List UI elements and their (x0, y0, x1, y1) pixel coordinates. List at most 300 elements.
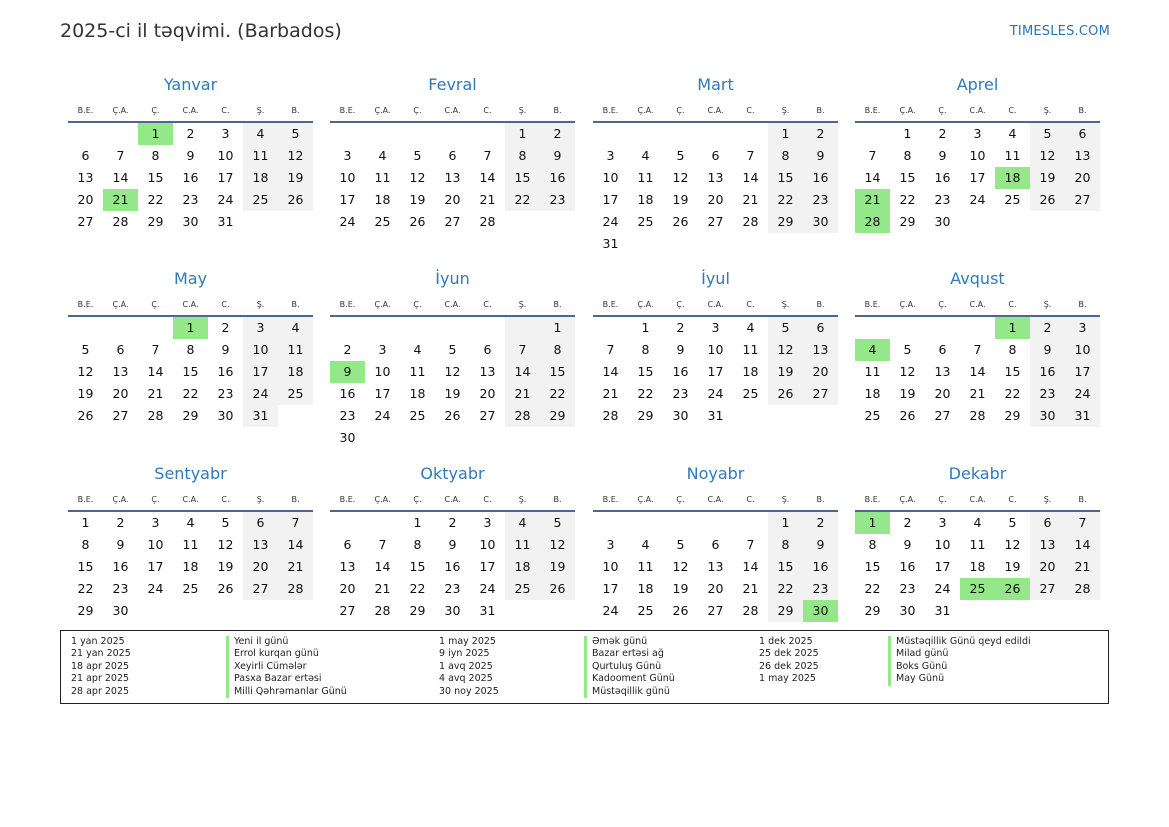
day-cell[interactable]: 21 (147, 386, 164, 401)
day-cell[interactable]: 23 (934, 192, 951, 207)
day-cell[interactable]: 14 (505, 361, 540, 383)
day-cell[interactable]: 4 (378, 148, 387, 163)
day-cell[interactable]: 10 (147, 537, 164, 552)
day-cell[interactable]: 17 (1065, 361, 1100, 383)
day-cell[interactable]: 28 (742, 214, 759, 229)
day-cell[interactable]: 16 (444, 559, 461, 574)
day-cell[interactable]: 25 (637, 603, 654, 618)
day-cell[interactable]: 24 (1065, 383, 1100, 405)
day-cell[interactable]: 9 (803, 145, 838, 167)
day-cell[interactable]: 29 (540, 405, 575, 427)
day-cell[interactable]: 11 (637, 170, 654, 185)
day-cell[interactable]: 5 (1030, 123, 1065, 145)
day-cell[interactable]: 5 (448, 342, 457, 357)
day-cell[interactable]: 24 (934, 581, 951, 596)
day-cell[interactable]: 5 (221, 515, 230, 530)
day-cell[interactable]: 30 (934, 214, 951, 229)
day-cell[interactable]: 8 (903, 148, 912, 163)
day-cell[interactable]: 8 (413, 537, 422, 552)
day-cell[interactable]: 15 (1004, 364, 1021, 379)
day-cell[interactable]: 5 (1008, 515, 1017, 530)
day-cell[interactable]: 3 (938, 515, 947, 530)
day-cell[interactable]: 13 (707, 170, 724, 185)
day-cell[interactable]: 23 (339, 408, 356, 423)
day-cell[interactable]: 4 (186, 515, 195, 530)
day-cell[interactable]: 11 (864, 364, 881, 379)
day-cell[interactable]: 16 (112, 559, 129, 574)
day-cell[interactable]: 14 (278, 534, 313, 556)
day-cell[interactable]: 22 (505, 189, 540, 211)
day-cell[interactable]: 28 (742, 603, 759, 618)
day-cell[interactable]: 14 (742, 170, 759, 185)
day-cell[interactable]: 30 (803, 600, 838, 622)
day-cell[interactable]: 17 (217, 170, 234, 185)
day-cell[interactable]: 19 (278, 167, 313, 189)
day-cell[interactable]: 3 (606, 537, 615, 552)
day-cell[interactable]: 2 (116, 515, 125, 530)
day-cell[interactable]: 4 (243, 123, 278, 145)
day-cell[interactable]: 14 (147, 364, 164, 379)
day-cell[interactable]: 18 (969, 559, 986, 574)
day-cell[interactable]: 2 (803, 512, 838, 534)
day-cell[interactable]: 16 (1030, 361, 1065, 383)
day-cell[interactable]: 1 (768, 123, 803, 145)
day-cell[interactable]: 15 (77, 559, 94, 574)
day-cell[interactable]: 5 (903, 342, 912, 357)
day-cell[interactable]: 4 (278, 317, 313, 339)
day-cell[interactable]: 22 (637, 386, 654, 401)
day-cell[interactable]: 28 (374, 603, 391, 618)
day-cell[interactable]: 22 (899, 192, 916, 207)
day-cell[interactable]: 29 (1004, 408, 1021, 423)
day-cell[interactable]: 11 (182, 537, 199, 552)
day-cell[interactable]: 9 (116, 537, 125, 552)
day-cell[interactable]: 12 (77, 364, 94, 379)
day-cell[interactable]: 16 (899, 559, 916, 574)
day-cell[interactable]: 6 (81, 148, 90, 163)
day-cell[interactable]: 31 (707, 408, 724, 423)
day-cell[interactable]: 11 (505, 534, 540, 556)
day-cell[interactable]: 22 (182, 386, 199, 401)
day-cell[interactable]: 4 (413, 342, 422, 357)
day-cell[interactable]: 7 (973, 342, 982, 357)
day-cell[interactable]: 1 (855, 512, 890, 534)
day-cell[interactable]: 11 (1004, 148, 1021, 163)
day-cell[interactable]: 29 (147, 214, 164, 229)
day-cell[interactable]: 14 (112, 170, 129, 185)
day-cell[interactable]: 16 (182, 170, 199, 185)
day-cell[interactable]: 30 (803, 211, 838, 233)
day-cell[interactable]: 8 (186, 342, 195, 357)
day-cell[interactable]: 28 (479, 214, 496, 229)
day-cell[interactable]: 22 (768, 578, 803, 600)
day-cell[interactable]: 21 (855, 189, 890, 211)
day-cell[interactable]: 3 (973, 126, 982, 141)
day-cell[interactable]: 8 (151, 148, 160, 163)
day-cell[interactable]: 10 (602, 559, 619, 574)
day-cell[interactable]: 25 (742, 386, 759, 401)
day-cell[interactable]: 23 (803, 189, 838, 211)
day-cell[interactable]: 16 (339, 386, 356, 401)
day-cell[interactable]: 28 (505, 405, 540, 427)
day-cell[interactable]: 10 (217, 148, 234, 163)
day-cell[interactable]: 25 (505, 578, 540, 600)
day-cell[interactable]: 31 (934, 603, 951, 618)
day-cell[interactable]: 24 (374, 408, 391, 423)
day-cell[interactable]: 1 (81, 515, 90, 530)
day-cell[interactable]: 7 (606, 342, 615, 357)
day-cell[interactable]: 20 (243, 556, 278, 578)
day-cell[interactable]: 11 (969, 537, 986, 552)
day-cell[interactable]: 26 (409, 214, 426, 229)
day-cell[interactable]: 5 (676, 537, 685, 552)
day-cell[interactable]: 28 (1065, 578, 1100, 600)
day-cell[interactable]: 19 (1030, 167, 1065, 189)
day-cell[interactable]: 30 (339, 430, 356, 445)
day-cell[interactable]: 19 (768, 361, 803, 383)
day-cell[interactable]: 12 (217, 537, 234, 552)
day-cell[interactable]: 12 (899, 364, 916, 379)
day-cell[interactable]: 30 (899, 603, 916, 618)
day-cell[interactable]: 19 (899, 386, 916, 401)
day-cell[interactable]: 15 (505, 167, 540, 189)
day-cell[interactable]: 26 (77, 408, 94, 423)
day-cell[interactable]: 23 (899, 581, 916, 596)
day-cell[interactable]: 8 (868, 537, 877, 552)
day-cell[interactable]: 23 (444, 581, 461, 596)
day-cell[interactable]: 9 (221, 342, 230, 357)
day-cell[interactable]: 20 (77, 192, 94, 207)
day-cell[interactable]: 5 (540, 512, 575, 534)
day-cell[interactable]: 23 (672, 386, 689, 401)
day-cell[interactable]: 23 (803, 578, 838, 600)
day-cell[interactable]: 5 (676, 148, 685, 163)
day-cell[interactable]: 20 (934, 386, 951, 401)
day-cell[interactable]: 12 (1030, 145, 1065, 167)
day-cell[interactable]: 14 (864, 170, 881, 185)
day-cell[interactable]: 13 (444, 170, 461, 185)
day-cell[interactable]: 5 (768, 317, 803, 339)
day-cell[interactable]: 10 (243, 339, 278, 361)
day-cell[interactable]: 6 (1030, 512, 1065, 534)
day-cell[interactable]: 26 (278, 189, 313, 211)
day-cell[interactable]: 10 (602, 170, 619, 185)
day-cell[interactable]: 20 (1030, 556, 1065, 578)
day-cell[interactable]: 3 (483, 515, 492, 530)
day-cell[interactable]: 23 (540, 189, 575, 211)
day-cell[interactable]: 15 (768, 167, 803, 189)
day-cell[interactable]: 7 (746, 148, 755, 163)
day-cell[interactable]: 16 (540, 167, 575, 189)
day-cell[interactable]: 20 (1065, 167, 1100, 189)
day-cell[interactable]: 18 (278, 361, 313, 383)
day-cell[interactable]: 6 (343, 537, 352, 552)
day-cell[interactable]: 4 (1008, 126, 1017, 141)
day-cell[interactable]: 5 (278, 123, 313, 145)
day-cell[interactable]: 12 (672, 170, 689, 185)
day-cell[interactable]: 14 (742, 559, 759, 574)
day-cell[interactable]: 20 (479, 386, 496, 401)
day-cell[interactable]: 8 (641, 342, 650, 357)
day-cell[interactable]: 26 (1030, 189, 1065, 211)
day-cell[interactable]: 20 (444, 192, 461, 207)
day-cell[interactable]: 10 (707, 342, 724, 357)
day-cell[interactable]: 13 (1030, 534, 1065, 556)
day-cell[interactable]: 6 (483, 342, 492, 357)
day-cell[interactable]: 9 (448, 537, 457, 552)
day-cell[interactable]: 28 (969, 408, 986, 423)
day-cell[interactable]: 18 (995, 167, 1030, 189)
day-cell[interactable]: 30 (444, 603, 461, 618)
day-cell[interactable]: 21 (742, 581, 759, 596)
day-cell[interactable]: 19 (540, 556, 575, 578)
day-cell[interactable]: 2 (448, 515, 457, 530)
day-cell[interactable]: 10 (479, 537, 496, 552)
day-cell[interactable]: 24 (707, 386, 724, 401)
day-cell[interactable]: 9 (330, 361, 365, 383)
day-cell[interactable]: 3 (221, 126, 230, 141)
day-cell[interactable]: 30 (217, 408, 234, 423)
day-cell[interactable]: 8 (540, 339, 575, 361)
day-cell[interactable]: 6 (711, 537, 720, 552)
day-cell[interactable]: 21 (1065, 556, 1100, 578)
day-cell[interactable]: 27 (1030, 578, 1065, 600)
day-cell[interactable]: 3 (1065, 317, 1100, 339)
day-cell[interactable]: 29 (77, 603, 94, 618)
day-cell[interactable]: 7 (483, 148, 492, 163)
day-cell[interactable]: 23 (1030, 383, 1065, 405)
day-cell[interactable]: 31 (1065, 405, 1100, 427)
day-cell[interactable]: 24 (339, 214, 356, 229)
day-cell[interactable]: 19 (217, 559, 234, 574)
day-cell[interactable]: 19 (672, 192, 689, 207)
day-cell[interactable]: 16 (934, 170, 951, 185)
day-cell[interactable]: 16 (672, 364, 689, 379)
day-cell[interactable]: 27 (803, 383, 838, 405)
day-cell[interactable]: 12 (409, 170, 426, 185)
day-cell[interactable]: 27 (707, 603, 724, 618)
day-cell[interactable]: 14 (602, 364, 619, 379)
day-cell[interactable]: 15 (637, 364, 654, 379)
day-cell[interactable]: 10 (934, 537, 951, 552)
day-cell[interactable]: 25 (1004, 192, 1021, 207)
day-cell[interactable]: 25 (637, 214, 654, 229)
day-cell[interactable]: 25 (374, 214, 391, 229)
day-cell[interactable]: 3 (606, 148, 615, 163)
day-cell[interactable]: 15 (182, 364, 199, 379)
day-cell[interactable]: 21 (278, 556, 313, 578)
day-cell[interactable]: 24 (147, 581, 164, 596)
day-cell[interactable]: 7 (378, 537, 387, 552)
day-cell[interactable]: 13 (707, 559, 724, 574)
day-cell[interactable]: 8 (505, 145, 540, 167)
day-cell[interactable]: 13 (1065, 145, 1100, 167)
day-cell[interactable]: 22 (147, 192, 164, 207)
day-cell[interactable]: 18 (505, 556, 540, 578)
day-cell[interactable]: 25 (182, 581, 199, 596)
day-cell[interactable]: 22 (1004, 386, 1021, 401)
day-cell[interactable]: 17 (602, 581, 619, 596)
day-cell[interactable]: 31 (479, 603, 496, 618)
day-cell[interactable]: 31 (602, 236, 619, 251)
day-cell[interactable]: 16 (803, 556, 838, 578)
day-cell[interactable]: 18 (742, 364, 759, 379)
day-cell[interactable]: 4 (746, 320, 755, 335)
day-cell[interactable]: 30 (1030, 405, 1065, 427)
day-cell[interactable]: 22 (540, 383, 575, 405)
day-cell[interactable]: 28 (112, 214, 129, 229)
day-cell[interactable]: 30 (112, 603, 129, 618)
day-cell[interactable]: 17 (147, 559, 164, 574)
day-cell[interactable]: 26 (444, 408, 461, 423)
day-cell[interactable]: 22 (409, 581, 426, 596)
day-cell[interactable]: 24 (217, 192, 234, 207)
day-cell[interactable]: 27 (112, 408, 129, 423)
day-cell[interactable]: 18 (637, 192, 654, 207)
day-cell[interactable]: 26 (995, 578, 1030, 600)
day-cell[interactable]: 9 (1030, 339, 1065, 361)
day-cell[interactable]: 27 (243, 578, 278, 600)
day-cell[interactable]: 2 (1030, 317, 1065, 339)
day-cell[interactable]: 3 (378, 342, 387, 357)
day-cell[interactable]: 21 (103, 189, 138, 211)
day-cell[interactable]: 1 (540, 317, 575, 339)
day-cell[interactable]: 26 (672, 603, 689, 618)
day-cell[interactable]: 27 (339, 603, 356, 618)
day-cell[interactable]: 10 (339, 170, 356, 185)
day-cell[interactable]: 11 (243, 145, 278, 167)
day-cell[interactable]: 18 (374, 192, 391, 207)
day-cell[interactable]: 23 (217, 386, 234, 401)
day-cell[interactable]: 9 (938, 148, 947, 163)
day-cell[interactable]: 21 (374, 581, 391, 596)
day-cell[interactable]: 13 (934, 364, 951, 379)
day-cell[interactable]: 29 (409, 603, 426, 618)
day-cell[interactable]: 5 (413, 148, 422, 163)
day-cell[interactable]: 19 (409, 192, 426, 207)
day-cell[interactable]: 29 (768, 211, 803, 233)
day-cell[interactable]: 29 (864, 603, 881, 618)
day-cell[interactable]: 30 (182, 214, 199, 229)
day-cell[interactable]: 6 (116, 342, 125, 357)
day-cell[interactable]: 6 (938, 342, 947, 357)
day-cell[interactable]: 18 (243, 167, 278, 189)
day-cell[interactable]: 16 (217, 364, 234, 379)
day-cell[interactable]: 28 (602, 408, 619, 423)
day-cell[interactable]: 19 (77, 386, 94, 401)
day-cell[interactable]: 24 (602, 214, 619, 229)
day-cell[interactable]: 12 (444, 364, 461, 379)
day-cell[interactable]: 21 (742, 192, 759, 207)
day-cell[interactable]: 31 (243, 405, 278, 427)
brand-link[interactable]: TIMESLES.COM (1009, 24, 1110, 39)
day-cell[interactable]: 21 (479, 192, 496, 207)
day-cell[interactable]: 9 (676, 342, 685, 357)
day-cell[interactable]: 17 (243, 361, 278, 383)
day-cell[interactable]: 15 (409, 559, 426, 574)
day-cell[interactable]: 2 (221, 320, 230, 335)
day-cell[interactable]: 17 (707, 364, 724, 379)
day-cell[interactable]: 24 (602, 603, 619, 618)
day-cell[interactable]: 1 (505, 123, 540, 145)
day-cell[interactable]: 24 (969, 192, 986, 207)
day-cell[interactable]: 4 (641, 148, 650, 163)
day-cell[interactable]: 9 (903, 537, 912, 552)
day-cell[interactable]: 7 (505, 339, 540, 361)
day-cell[interactable]: 25 (243, 189, 278, 211)
day-cell[interactable]: 2 (186, 126, 195, 141)
day-cell[interactable]: 28 (278, 578, 313, 600)
day-cell[interactable]: 19 (672, 581, 689, 596)
day-cell[interactable]: 22 (768, 189, 803, 211)
day-cell[interactable]: 14 (1065, 534, 1100, 556)
day-cell[interactable]: 16 (803, 167, 838, 189)
day-cell[interactable]: 12 (540, 534, 575, 556)
day-cell[interactable]: 10 (1065, 339, 1100, 361)
day-cell[interactable]: 27 (479, 408, 496, 423)
day-cell[interactable]: 20 (707, 581, 724, 596)
day-cell[interactable]: 6 (803, 317, 838, 339)
day-cell[interactable]: 10 (374, 364, 391, 379)
day-cell[interactable]: 11 (637, 559, 654, 574)
day-cell[interactable]: 4 (855, 339, 890, 361)
day-cell[interactable]: 17 (602, 192, 619, 207)
day-cell[interactable]: 1 (641, 320, 650, 335)
day-cell[interactable]: 13 (339, 559, 356, 574)
day-cell[interactable]: 26 (899, 408, 916, 423)
day-cell[interactable]: 7 (151, 342, 160, 357)
day-cell[interactable]: 7 (746, 537, 755, 552)
day-cell[interactable]: 15 (899, 170, 916, 185)
day-cell[interactable]: 6 (243, 512, 278, 534)
day-cell[interactable]: 13 (77, 170, 94, 185)
day-cell[interactable]: 26 (217, 581, 234, 596)
day-cell[interactable]: 2 (903, 515, 912, 530)
day-cell[interactable]: 4 (641, 537, 650, 552)
day-cell[interactable]: 27 (444, 214, 461, 229)
day-cell[interactable]: 20 (339, 581, 356, 596)
day-cell[interactable]: 1 (995, 317, 1030, 339)
day-cell[interactable]: 22 (77, 581, 94, 596)
day-cell[interactable]: 20 (803, 361, 838, 383)
day-cell[interactable]: 15 (540, 361, 575, 383)
day-cell[interactable]: 1 (138, 123, 173, 145)
day-cell[interactable]: 26 (768, 383, 803, 405)
day-cell[interactable]: 1 (903, 126, 912, 141)
day-cell[interactable]: 7 (868, 148, 877, 163)
day-cell[interactable]: 27 (707, 214, 724, 229)
day-cell[interactable]: 2 (676, 320, 685, 335)
day-cell[interactable]: 2 (938, 126, 947, 141)
day-cell[interactable]: 20 (112, 386, 129, 401)
day-cell[interactable]: 14 (479, 170, 496, 185)
day-cell[interactable]: 19 (444, 386, 461, 401)
day-cell[interactable]: 29 (768, 600, 803, 622)
day-cell[interactable]: 31 (217, 214, 234, 229)
day-cell[interactable]: 3 (151, 515, 160, 530)
day-cell[interactable]: 19 (1004, 559, 1021, 574)
day-cell[interactable]: 15 (768, 556, 803, 578)
day-cell[interactable]: 25 (864, 408, 881, 423)
day-cell[interactable]: 3 (243, 317, 278, 339)
day-cell[interactable]: 10 (969, 148, 986, 163)
day-cell[interactable]: 1 (768, 512, 803, 534)
day-cell[interactable]: 9 (186, 148, 195, 163)
day-cell[interactable]: 17 (934, 559, 951, 574)
day-cell[interactable]: 2 (803, 123, 838, 145)
day-cell[interactable]: 15 (147, 170, 164, 185)
day-cell[interactable]: 29 (899, 214, 916, 229)
